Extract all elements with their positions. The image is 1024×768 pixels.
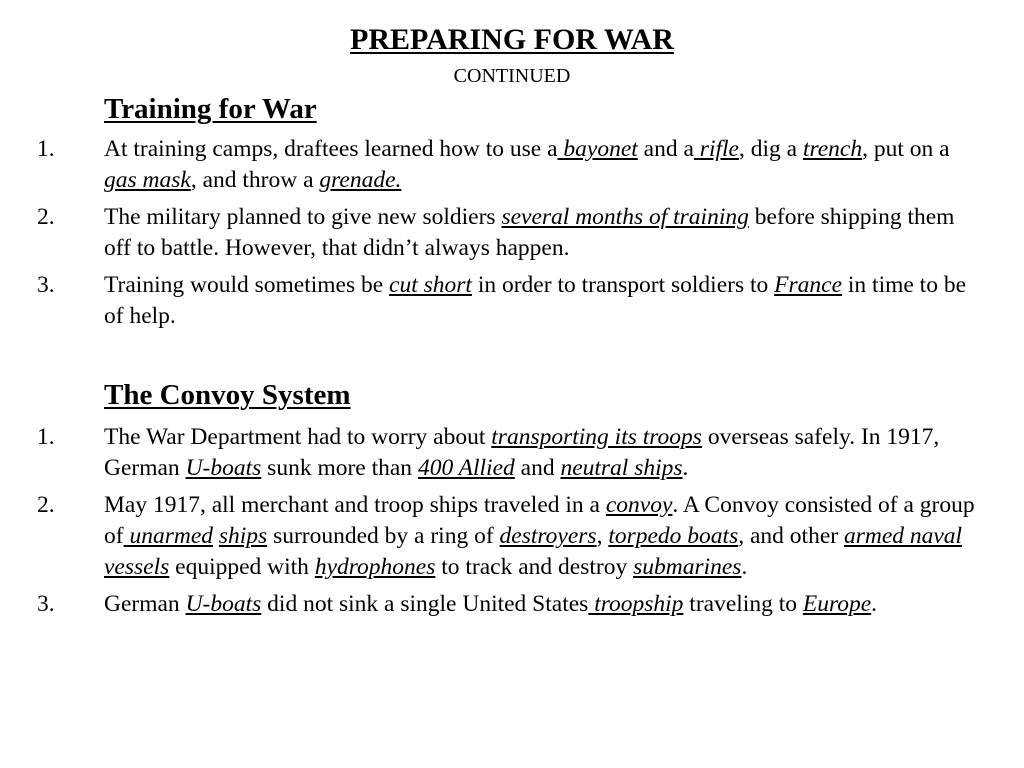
item-text: , and other [738,523,844,549]
item-text: . A Convoy consisted of a group of [104,492,975,549]
item-text: , put on a [862,136,950,162]
keyword-term: 400 Allied [417,455,515,481]
keyword-term: hydrophones [314,554,436,580]
list-item-number: 2. [37,204,55,230]
item-text: surrounded by a ring of [267,523,500,549]
item-text: in time to be of help. [104,272,967,329]
keyword-term: armed naval vessels [104,523,963,580]
keyword-term: Europe [802,591,872,617]
item-text: to track and destroy [435,554,634,580]
keyword-term: convoy [605,492,673,518]
item-text: traveling to [683,591,803,617]
keyword-term: U-boats [185,455,262,481]
page-title [0,22,1024,58]
list-item-number: 3. [37,272,55,298]
section-heading-training: Training for War [104,93,317,125]
item-text: , dig a [738,136,803,162]
keyword-term: U-boats [185,591,262,617]
item-text: . [741,554,748,580]
item-text: , and throw a [190,167,320,193]
list-item [0,134,1024,196]
item-text: sunk more than [261,455,418,481]
item-text: The military planned to give new soldiers [104,204,502,230]
page-title-text: PREPARING FOR WAR [350,23,674,56]
page-subtitle: CONTINUED [453,65,571,87]
list-item [0,202,1024,264]
keyword-term: trench [802,136,863,162]
item-text: equipped with [169,554,315,580]
keyword-term: neutral ships [560,455,683,481]
keyword-term: rifle [693,136,739,162]
list-item-number: 2. [37,492,55,518]
keyword-term: torpedo boats [608,523,739,549]
keyword-term: gas mask [104,167,191,193]
list-item-number: 3. [37,591,55,617]
convoy-list [0,422,1024,626]
list-item [0,270,1024,332]
list-item [0,422,1024,484]
keyword-term: submarines [633,554,742,580]
list-item-number: 1. [37,136,55,162]
item-text: . [682,455,689,481]
item-text: did not sink a single United States [261,591,589,617]
keyword-term: unarmed [123,523,213,549]
list-item [0,589,1024,620]
item-text: . [871,591,878,617]
keyword-term: ships [218,523,268,549]
list-item-number: 1. [37,424,55,450]
keyword-term: destroyers [499,523,597,549]
item-text: The War Department had to worry about [104,424,492,450]
item-text: At training camps, draftees learned how to use a [104,136,558,162]
item-text: overseas safely. In 1917, German [104,424,940,481]
item-text: May 1917, all merchant and troop ships traveled in a [104,492,606,518]
item-text: Training would sometimes be [104,272,390,298]
keyword-term: several months of training [501,204,749,230]
item-text: and [514,455,561,481]
keyword-term: grenade. [319,167,402,193]
item-text: and a [637,136,694,162]
list-item [0,490,1024,583]
item-text: in order to transport soldiers to [471,272,775,298]
keyword-term: France [774,272,843,298]
keyword-term: transporting its troops [491,424,702,450]
training-list [0,134,1024,338]
keyword-term: bayonet [557,136,638,162]
item-text: German [104,591,186,617]
section-heading-convoy: The Convoy System [104,379,351,411]
keyword-term: cut short [389,272,472,298]
item-text: before shipping them off to battle. However, that didn’t always happen. [104,204,955,261]
item-text: , [596,523,609,549]
keyword-term: troopship [588,591,684,617]
